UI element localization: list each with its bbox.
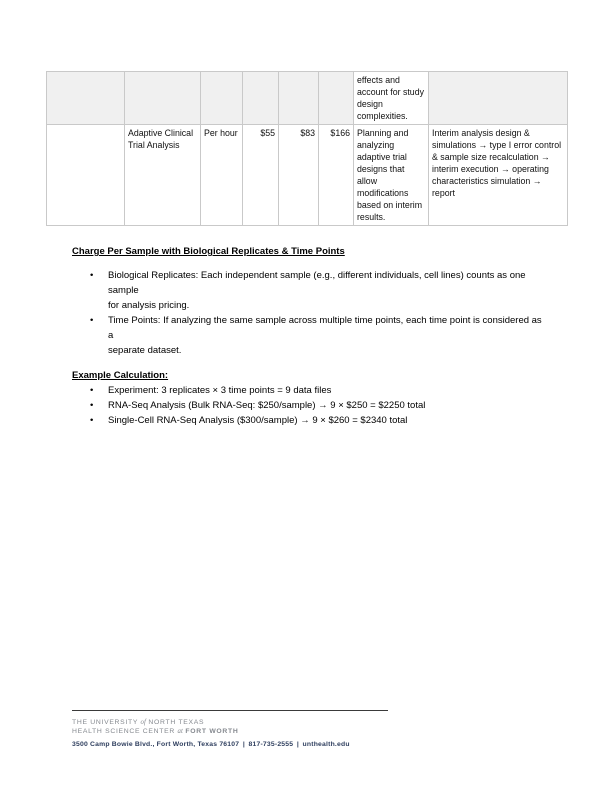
footer-address: 3500 Camp Bowie Blvd., Fort Worth, Texas 76107 | 817-735-2555 | unthealth.edu [72, 741, 350, 748]
price-tier1-cell: $55 [243, 125, 279, 226]
list-item-text: Single-Cell RNA-Seq Analysis ($300/sample) → 9 × $260 = $2340 total [108, 415, 408, 426]
logo-line-1: THE UNIVERSITY of NORTH TEXAS [72, 719, 205, 726]
footer-divider [72, 710, 388, 711]
list-item-time-points [72, 313, 542, 358]
carryover-price-cell-2 [279, 72, 319, 125]
category-cell [47, 125, 125, 226]
list-item-text: Biological Replicates: Each independent sample (e.g., different individuals, cell lines) counts as one sample for analysis pricing. [108, 270, 526, 311]
list-item-experiment [72, 383, 542, 398]
list-item-text: Time Points: If analyzing the same sample across multiple time points, each time point is considered as a separate dataset. [108, 315, 542, 356]
description-cell: Planning and analyzing adaptive trial designs that allow modifications based on interim results. [354, 125, 429, 226]
carryover-price-cell-3 [319, 72, 354, 125]
workflow-cell: Interim analysis design & simulations → type I error control & sample size recalculation → interim execution → operating characteristics simulation → report [429, 125, 568, 226]
unit-cell: Per hour [201, 125, 243, 226]
carryover-description-cell: effects and account for study design complexities. [354, 72, 429, 125]
list-item-singlecell-total [72, 413, 542, 428]
price-tier2-cell: $83 [279, 125, 319, 226]
bullet-icon: • [90, 385, 94, 396]
list-item-biological-replicates [72, 268, 542, 313]
unt-hsc-logo [72, 719, 388, 736]
bullet-icon: • [90, 400, 94, 411]
table-row-carryover [47, 72, 568, 125]
list-item-text: RNA-Seq Analysis (Bulk RNA-Seq: $250/sample) → 9 × $250 = $2250 total [108, 400, 426, 411]
example-calculation-list [72, 383, 542, 428]
page-footer [72, 710, 388, 748]
service-name-cell: Adaptive Clinical Trial Analysis [125, 125, 201, 226]
carryover-workflow-cell [429, 72, 568, 125]
table-row-adaptive-trial [47, 125, 568, 226]
document-body [72, 244, 542, 428]
carryover-unit-cell [201, 72, 243, 125]
list-item-text: Experiment: 3 replicates × 3 time points = 9 data files [108, 385, 332, 396]
carryover-price-cell-1 [243, 72, 279, 125]
carryover-service-cell [125, 72, 201, 125]
charge-per-sample-list [72, 268, 542, 358]
section-heading-charge-per-sample: Charge Per Sample with Biological Replicates & Time Points [72, 246, 345, 257]
bullet-icon: • [90, 315, 94, 326]
logo-line-2: HEALTH SCIENCE CENTER at FORT WORTH [72, 727, 239, 735]
price-tier3-cell: $166 [319, 125, 354, 226]
bullet-icon: • [90, 270, 94, 281]
list-item-rnaseq-total [72, 398, 542, 413]
bullet-icon: • [90, 415, 94, 426]
carryover-category-cell [47, 72, 125, 125]
section-heading-example-calculation: Example Calculation: [72, 370, 169, 381]
pricing-table [46, 71, 568, 226]
